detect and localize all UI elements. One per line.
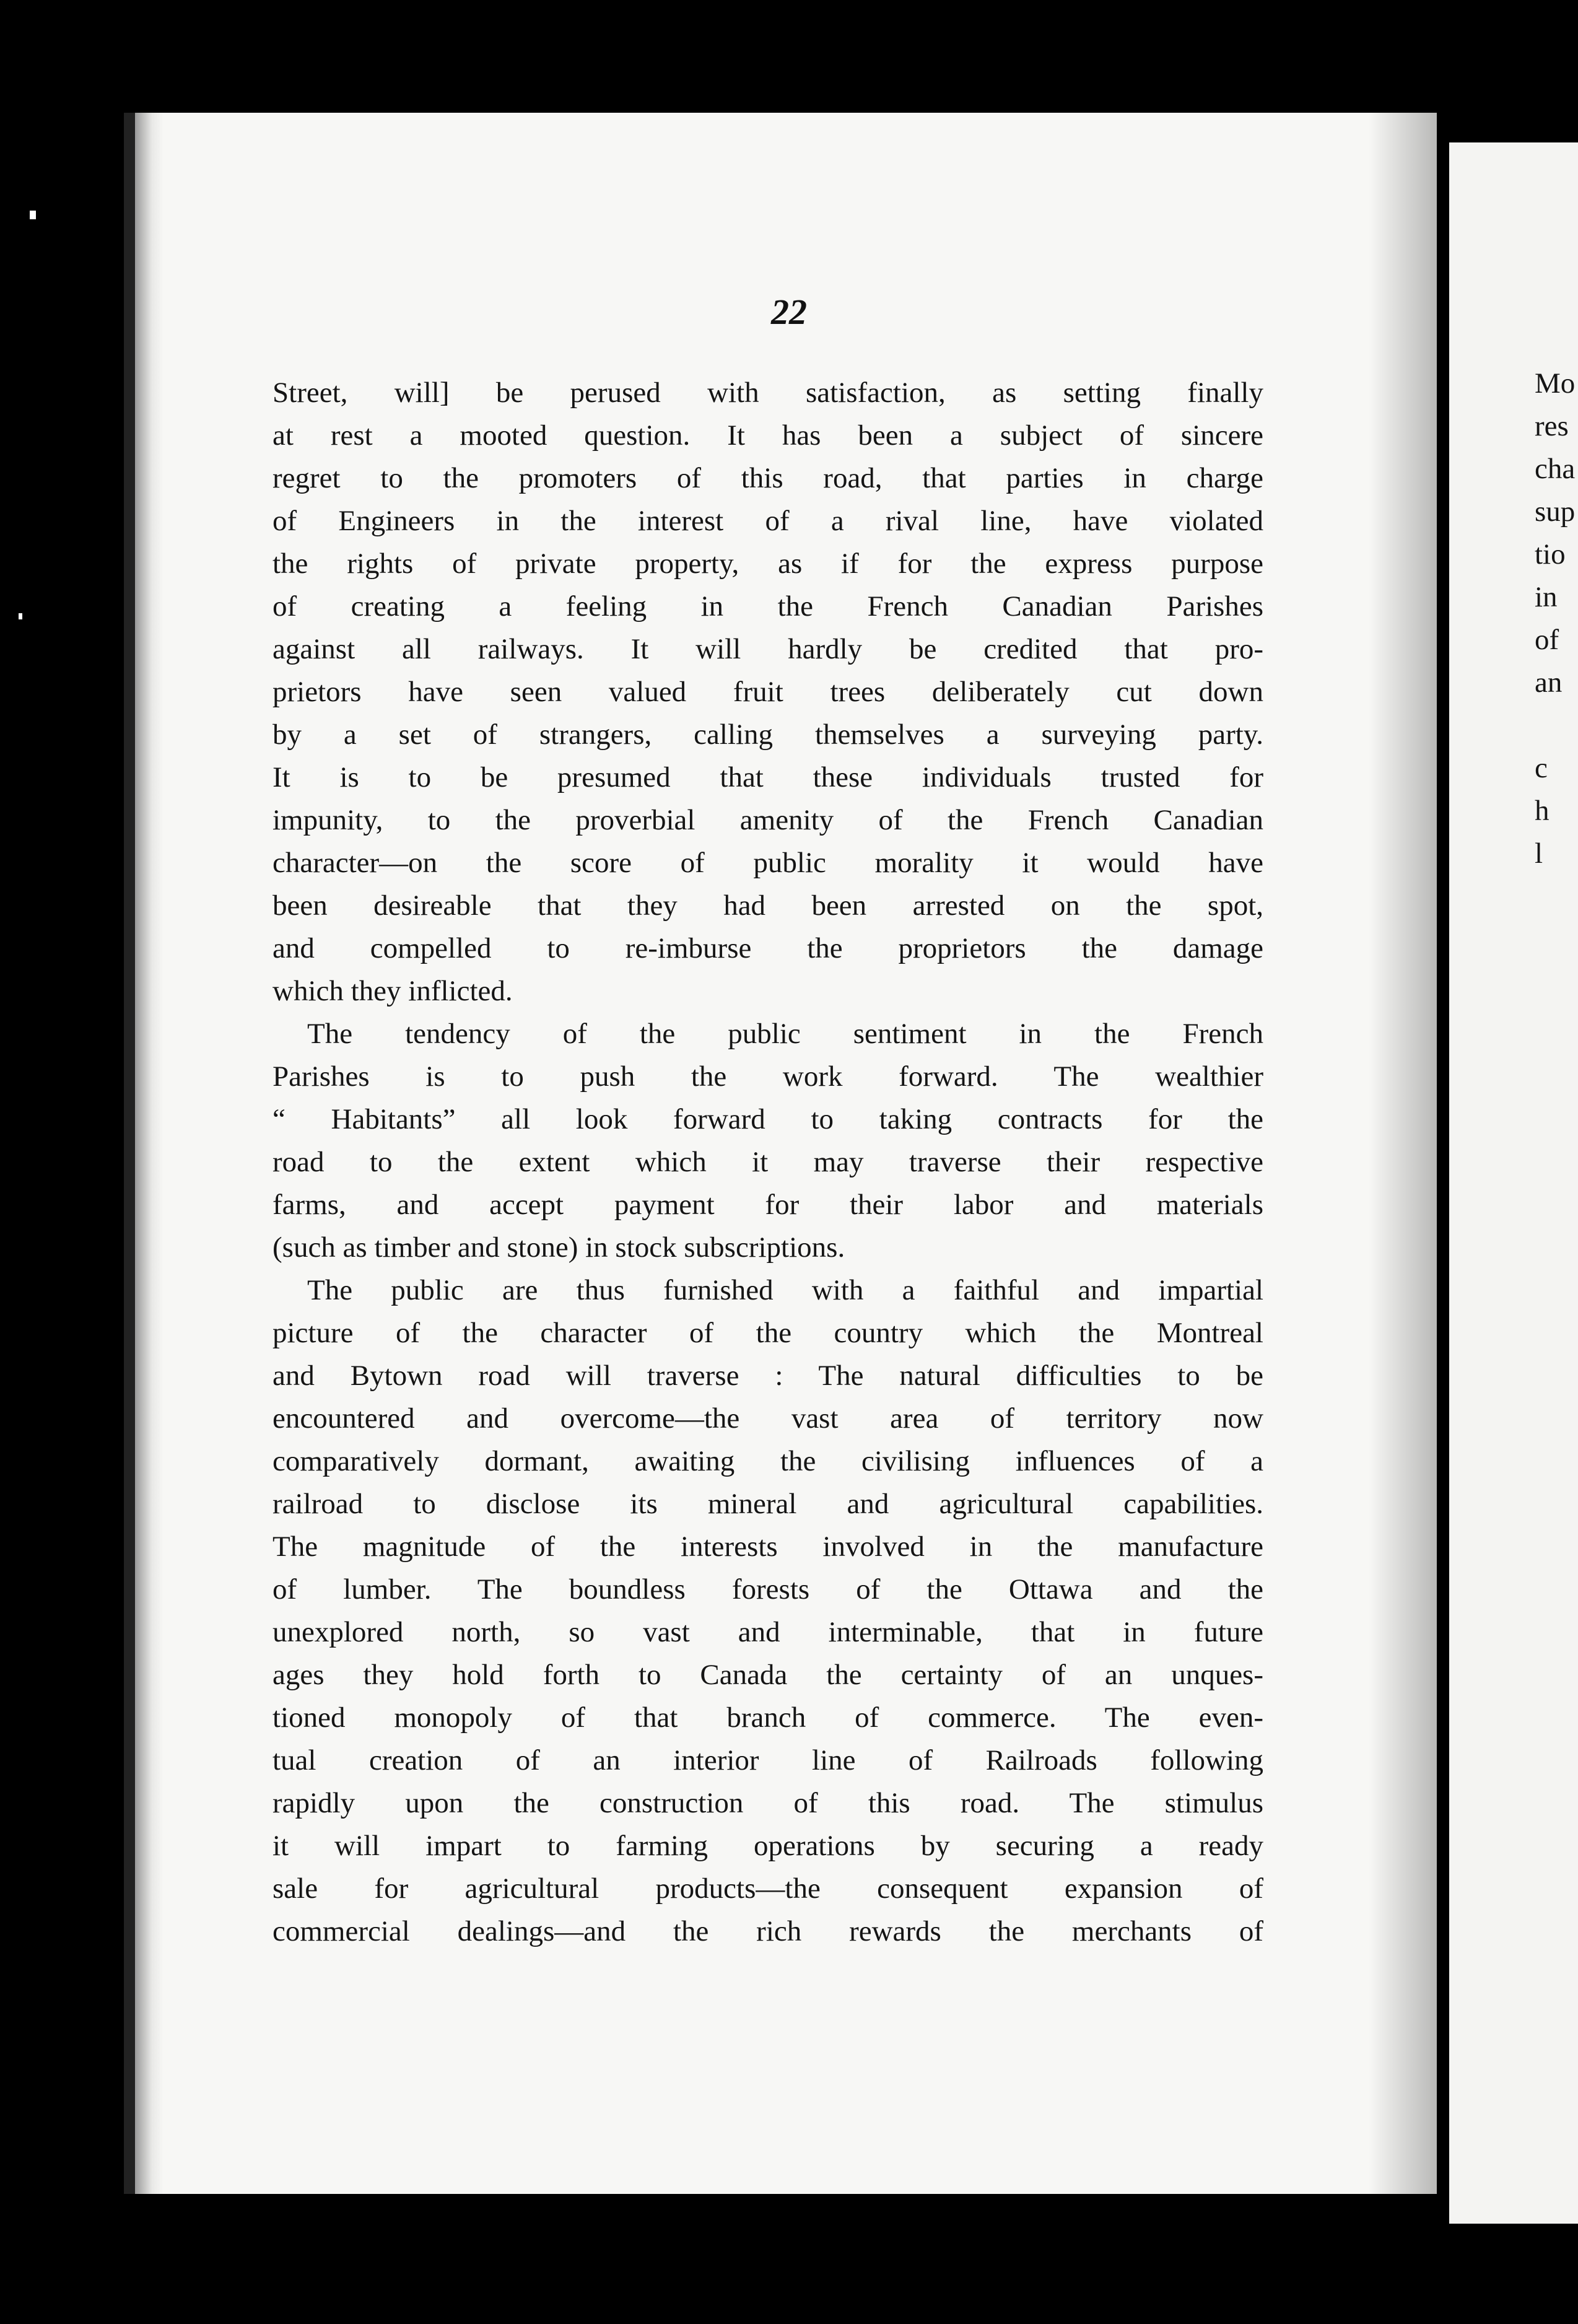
text-line: by a set of strangers, calling themselves a surveying party.	[272, 719, 1263, 751]
facing-page-fragment: tio	[1535, 538, 1566, 570]
text-line: “ Habitants” all look forward to taking contracts for the	[272, 1103, 1263, 1135]
text-line: character—on the score of public morality it would have	[272, 847, 1263, 879]
facing-page-fragment: c	[1535, 752, 1548, 784]
text-line: The public are thus furnished with a faithful and impartial	[307, 1274, 1263, 1306]
text-line: Street, will] be perused with satisfaction, as setting finally	[272, 377, 1263, 409]
text-line: at rest a mooted question. It has been a subject of sincere	[272, 419, 1263, 452]
text-line: comparatively dormant, awaiting the civilising influences of a	[272, 1445, 1263, 1477]
facing-page-text	[1535, 362, 1575, 875]
text-line: which they inflicted.	[272, 975, 513, 1007]
text-line: unexplored north, so vast and interminable, that in future	[272, 1616, 1263, 1648]
text-line: of lumber. The boundless forests of the Ottawa and the	[272, 1573, 1263, 1605]
text-line: of Engineers in the interest of a rival line, have violated	[272, 505, 1263, 537]
text-line: (such as timber and stone) in stock subscriptions.	[272, 1231, 845, 1264]
facing-page-fragment: in	[1535, 581, 1558, 613]
text-line: of creating a feeling in the French Canadian Parishes	[272, 590, 1263, 622]
text-line: road to the extent which it may traverse their respective	[272, 1146, 1263, 1178]
text-line: encountered and overcome—the vast area of territory now	[272, 1402, 1263, 1435]
text-line: the rights of private property, as if for the express purpose	[272, 548, 1263, 580]
text-line: tual creation of an interior line of Railroads following	[272, 1744, 1263, 1776]
body-text	[272, 372, 1263, 1953]
text-line: regret to the promoters of this road, that parties in charge	[272, 462, 1263, 494]
text-line: railroad to disclose its mineral and agricultural capabilities.	[272, 1488, 1263, 1520]
text-line: picture of the character of the country which the Montreal	[272, 1317, 1263, 1349]
text-line: Parishes is to push the work forward. The wealthier	[272, 1060, 1263, 1093]
facing-page-fragment: cha	[1535, 453, 1576, 485]
text-line: and compelled to re-imburse the proprietors the damage	[272, 932, 1263, 964]
facing-page-fragment: an	[1535, 666, 1563, 699]
text-line: been desireable that they had been arrested on the spot,	[272, 889, 1263, 922]
facing-page-fragment: res	[1535, 410, 1569, 442]
text-line: and Bytown road will traverse : The natural difficulties to be	[272, 1360, 1263, 1392]
facing-page-fragment: sup	[1535, 496, 1576, 528]
text-line: The tendency of the public sentiment in the French	[307, 1018, 1263, 1050]
edge-speck	[19, 613, 22, 619]
text-line: rapidly upon the construction of this road. The stimulus	[272, 1787, 1263, 1819]
text-line: against all railways. It will hardly be credited that pro-	[272, 633, 1263, 665]
edge-speck	[30, 211, 36, 219]
text-line: farms, and accept payment for their labor and materials	[272, 1189, 1263, 1221]
text-line: impunity, to the proverbial amenity of the French Canadian	[272, 804, 1263, 836]
facing-page-fragment: Mo	[1535, 367, 1576, 400]
facing-page-fragment	[1535, 704, 1575, 747]
text-line: commercial dealings—and the rich rewards the merchants of	[272, 1915, 1263, 1947]
text-line: ages they hold forth to Canada the certainty of an unques-	[272, 1659, 1263, 1691]
text-line: sale for agricultural products—the consequent expansion of	[272, 1872, 1263, 1905]
text-line: tioned monopoly of that branch of commerce. The even-	[272, 1702, 1263, 1734]
facing-page-fragment: h	[1535, 795, 1550, 827]
gutter-shadow	[1369, 113, 1437, 2194]
text-line: it will impart to farming operations by securing a ready	[272, 1830, 1263, 1862]
page-number: 22	[771, 292, 807, 332]
text-line: It is to be presumed that these individuals trusted for	[272, 761, 1263, 793]
facing-page-fragment: of	[1535, 624, 1559, 656]
text-line: prietors have seen valued fruit trees deliberately cut down	[272, 676, 1263, 708]
facing-page-fragment: l	[1535, 837, 1543, 870]
text-line: The magnitude of the interests involved in the manufacture	[272, 1531, 1263, 1563]
